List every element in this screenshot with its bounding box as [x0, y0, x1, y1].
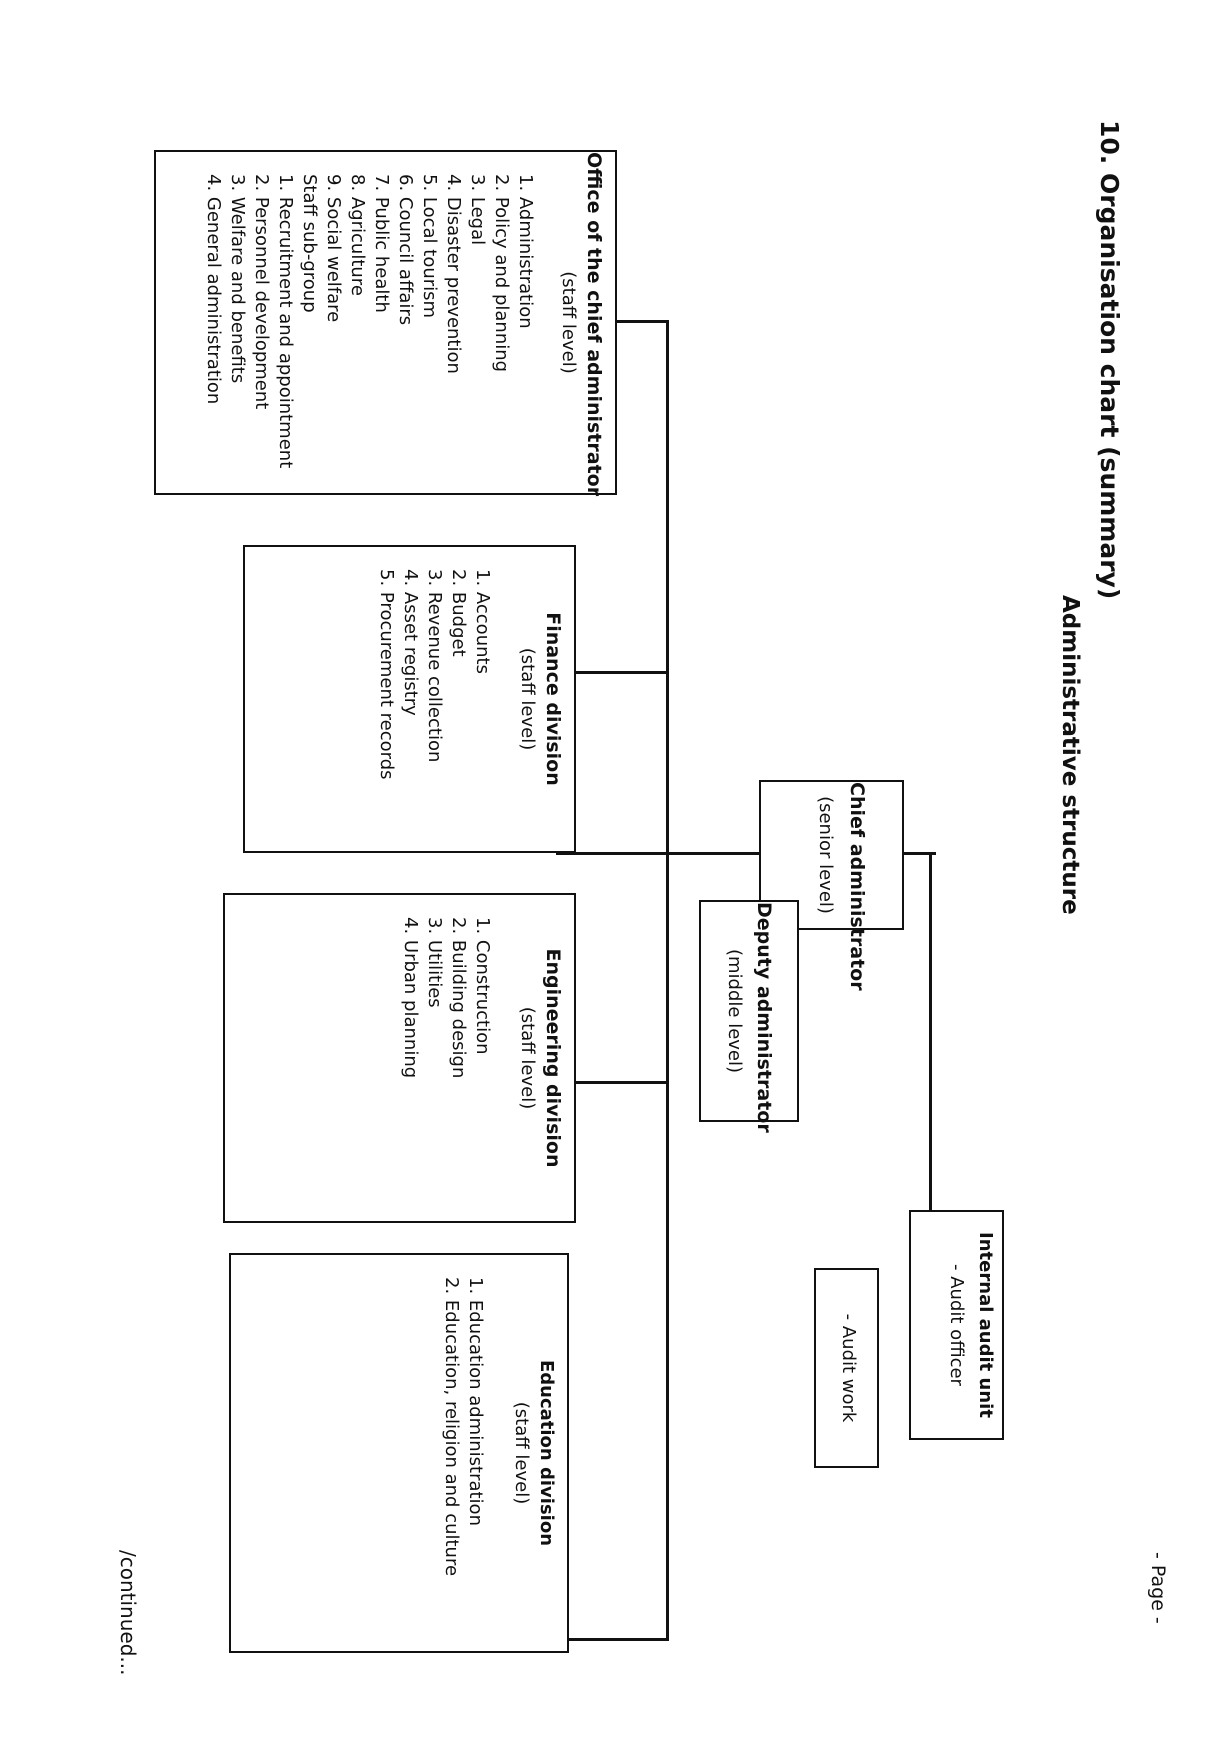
- list-item: 2. Personnel development: [251, 174, 272, 410]
- page-number: - Page -: [1147, 1552, 1169, 1624]
- engineering-drop-line: [576, 1081, 669, 1084]
- audit-sub-item: - Audit work: [838, 1313, 859, 1423]
- deputy-box: [699, 900, 799, 1133]
- finance-division-title: Finance division: [542, 612, 564, 786]
- list-item: 5. Local tourism: [419, 174, 440, 319]
- list-item: 9. Social welfare: [323, 174, 344, 323]
- chart-subtitle: Administrative structure: [1057, 595, 1083, 915]
- list-item: 3. Utilities: [424, 917, 445, 1008]
- engineering-division-level: (staff level): [517, 1006, 538, 1110]
- finance-division-items: [374, 569, 494, 780]
- list-item: 3. Welfare and benefits: [227, 174, 248, 384]
- list-item: 7. Public health: [371, 174, 392, 313]
- audit-box: [909, 1210, 1004, 1440]
- list-item: Staff sub-group: [299, 174, 320, 313]
- list-item: 2. Budget: [448, 569, 469, 657]
- footer-continuation: /continued...: [116, 1550, 140, 1676]
- list-item: 6. Council affairs: [395, 174, 416, 326]
- clerk-office-items: [201, 174, 537, 468]
- education-division-title: Education division: [536, 1359, 557, 1547]
- list-item: 4. Disaster prevention: [443, 174, 464, 374]
- clerk-office-level: (staff level): [558, 271, 579, 374]
- list-item: 1. Administration: [515, 174, 536, 329]
- audit-connector: [929, 855, 932, 1210]
- list-item: 3. Legal: [467, 174, 488, 246]
- engineering-division-box: [223, 893, 576, 1223]
- finance-division-box: [243, 545, 576, 853]
- list-item: 4. Asset registry: [400, 569, 421, 716]
- engineering-division-title: Engineering division: [542, 948, 564, 1168]
- finance-drop-line: [576, 671, 669, 674]
- education-division-box: [229, 1253, 569, 1653]
- list-item: 2. Building design: [448, 917, 469, 1079]
- list-item: 2. Education, religion and culture: [441, 1277, 462, 1577]
- clerk-drop-line: [617, 320, 669, 323]
- deputy-title: Deputy administrator: [753, 902, 775, 1133]
- finance-division-level: (staff level): [517, 647, 538, 751]
- list-item: 1. Accounts: [472, 569, 493, 674]
- education-division-level: (staff level): [511, 1401, 532, 1505]
- list-item: 2. Policy and planning: [491, 174, 512, 373]
- audit-title: Internal audit unit: [975, 1232, 996, 1418]
- list-item: 4. Urban planning: [400, 917, 421, 1079]
- education-drop-line: [569, 1638, 669, 1641]
- chief-title: Chief administrator: [846, 782, 868, 991]
- list-item: 1. Construction: [472, 917, 493, 1055]
- audit-item: - Audit officer: [946, 1264, 967, 1386]
- audit-sub-box: [814, 1268, 879, 1468]
- clerk-office-box: [154, 150, 617, 495]
- education-division-items: [439, 1277, 487, 1576]
- divisions-bus-line: [666, 320, 669, 1638]
- list-item: 8. Agriculture: [347, 174, 368, 296]
- list-item: 3. Revenue collection: [424, 569, 445, 763]
- engineering-division-items: [398, 917, 494, 1078]
- page-title: 10. Organisation chart (summary): [1095, 120, 1124, 600]
- deputy-level: (middle level): [724, 948, 745, 1074]
- list-item: 5. Procurement records: [376, 569, 397, 780]
- chief-level: (senior level): [815, 796, 836, 914]
- list-item: 1. Education administration: [465, 1277, 486, 1526]
- clerk-office-title: Office of the chief administrator: [583, 152, 605, 497]
- list-item: 1. Recruitment and appointment: [275, 174, 296, 469]
- list-item: 4. General administration: [203, 174, 224, 405]
